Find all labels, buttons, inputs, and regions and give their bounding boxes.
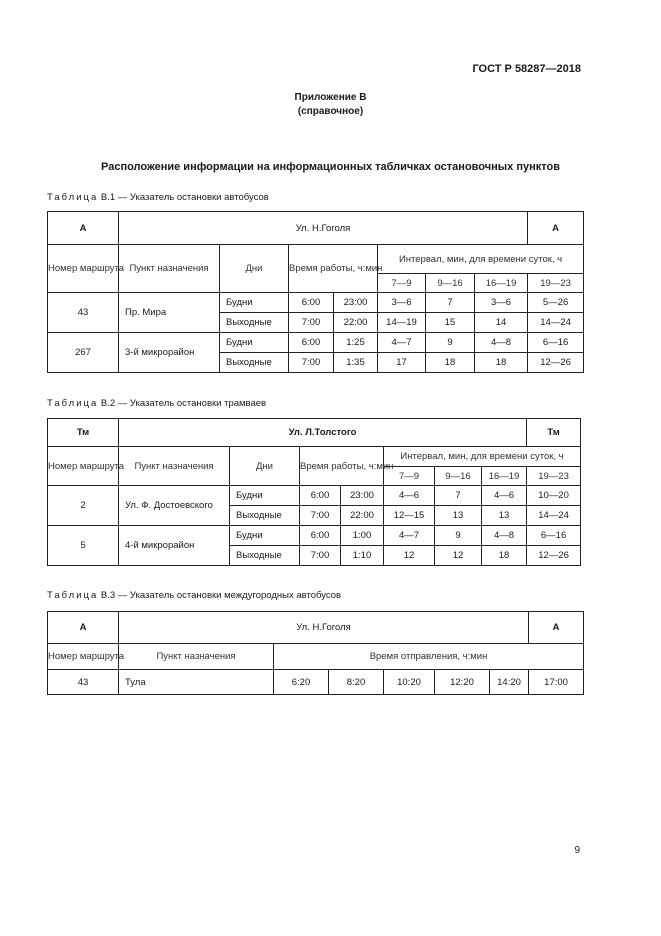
interval-value: 18 [482,546,527,566]
table2-header-work-time: Время работы, ч:мин [300,447,384,486]
interval-value: 13 [482,506,527,526]
end-time: 23:00 [334,293,378,313]
table2-header-destination: Пункт назначения [119,447,230,486]
interval-value: 6—16 [528,333,584,353]
days: Выходные [230,546,300,566]
table-row [48,333,584,353]
table2-caption-word: Таблица [47,398,99,409]
days: Выходные [230,506,300,526]
interval-value: 3—6 [378,293,426,313]
table1-period: 9—16 [426,274,475,293]
departure-time: 10:20 [384,670,435,695]
table1-header-destination: Пункт назначения [119,245,220,293]
table1-caption-text: В.1 — Указатель остановки автобусов [98,192,269,203]
interval-value: 17 [378,353,426,373]
interval-value: 12 [435,546,482,566]
route-number: 43 [48,670,119,695]
end-time: 22:00 [334,313,378,333]
table2-tram-stop-sign [47,418,581,566]
start-time: 7:00 [300,546,341,566]
interval-value: 4—8 [475,333,528,353]
table2-caption [47,398,266,409]
table2-sign-left: Тм [48,419,119,447]
interval-value: 13 [435,506,482,526]
page-number: 9 [574,845,580,856]
interval-value: 18 [426,353,475,373]
destination: Пр. Мира [119,293,220,333]
interval-value: 7 [435,486,482,506]
interval-value: 9 [435,526,482,546]
days: Будни [220,333,289,353]
table2-sign-right: Тм [527,419,581,447]
interval-value: 4—8 [482,526,527,546]
table2-header-interval: Интервал, мин, для времени суток, ч [384,447,581,467]
table2-period: 19—23 [527,467,581,486]
end-time: 1:10 [341,546,384,566]
section-heading: Расположение информации на информационных табличках остановочных пунктов [101,161,560,173]
start-time: 6:00 [289,333,334,353]
departure-time: 14:20 [490,670,529,695]
interval-value: 9 [426,333,475,353]
table1-header-route: Номер маршрута [48,245,119,293]
end-time: 1:35 [334,353,378,373]
table2-caption-text: В.2 — Указатель остановки трамваев [98,398,267,409]
days: Выходные [220,353,289,373]
table-row [48,293,584,313]
table1-sign-right: А [528,212,584,245]
table3-sign-right: А [529,612,584,644]
table3-sign-left: А [48,612,119,644]
table1-header-days: Дни [220,245,289,293]
end-time: 22:00 [341,506,384,526]
interval-value: 4—6 [384,486,435,506]
interval-value: 10—20 [527,486,581,506]
route-number: 5 [48,526,119,566]
start-time: 6:00 [300,486,341,506]
interval-value: 15 [426,313,475,333]
interval-value: 5—26 [528,293,584,313]
destination: Ул. Ф. Достоевского [119,486,230,526]
table-row [48,670,584,695]
interval-value: 18 [475,353,528,373]
table2-period: 9—16 [435,467,482,486]
table3-stop-name: Ул. Н.Гоголя [119,612,529,644]
route-number: 43 [48,293,119,333]
table3-header-route: Номер маршрута [48,644,119,670]
end-time: 23:00 [341,486,384,506]
table1-header-interval: Интервал, мин, для времени суток, ч [378,245,584,274]
interval-value: 12 [384,546,435,566]
interval-value: 4—7 [384,526,435,546]
table3-caption-text: В.3 — Указатель остановки междугородных автобусов [98,590,342,601]
end-time: 1:25 [334,333,378,353]
table1-caption [47,192,269,203]
start-time: 6:00 [289,293,334,313]
appendix-title: Приложение В [294,92,367,103]
interval-value: 14—24 [527,506,581,526]
departure-time: 6:20 [274,670,329,695]
table3-caption [47,590,341,601]
interval-value: 14—24 [528,313,584,333]
destination: Тула [119,670,274,695]
document-code: ГОСТ Р 58287—2018 [472,63,581,75]
destination: 4-й микрорайон [119,526,230,566]
table-row [48,486,581,506]
table2-period: 7—9 [384,467,435,486]
table1-caption-word: Таблица [47,192,99,203]
departure-time: 12:20 [435,670,490,695]
interval-value: 4—7 [378,333,426,353]
table2-header-days: Дни [230,447,300,486]
table2-period: 16—19 [482,467,527,486]
start-time: 7:00 [289,313,334,333]
interval-value: 7 [426,293,475,313]
table1-header-work-time: Время работы, ч:мин [289,245,378,293]
table1-sign-left: А [48,212,119,245]
table3-header-departure: Время отправления, ч:мин [274,644,584,670]
start-time: 7:00 [300,506,341,526]
days: Выходные [220,313,289,333]
end-time: 1:00 [341,526,384,546]
table1-period: 16—19 [475,274,528,293]
interval-value: 14—19 [378,313,426,333]
table-row [48,526,581,546]
departure-time: 8:20 [329,670,384,695]
start-time: 6:00 [300,526,341,546]
interval-value: 3—6 [475,293,528,313]
table3-caption-word: Таблица [47,590,99,601]
days: Будни [220,293,289,313]
table3-header-destination: Пункт назначения [119,644,274,670]
start-time: 7:00 [289,353,334,373]
days: Будни [230,486,300,506]
table2-header-route: Номер маршрута [48,447,119,486]
appendix-subtitle: (справочное) [297,106,364,117]
table3-intercity-bus-stop-sign [47,611,584,695]
table1-bus-stop-sign [47,211,584,373]
departure-time: 17:00 [529,670,584,695]
table2-stop-name: Ул. Л.Толстого [119,419,527,447]
table1-period: 19—23 [528,274,584,293]
interval-value: 6—16 [527,526,581,546]
table1-period: 7—9 [378,274,426,293]
interval-value: 12—26 [527,546,581,566]
route-number: 2 [48,486,119,526]
interval-value: 12—15 [384,506,435,526]
table1-stop-name: Ул. Н.Гоголя [119,212,528,245]
interval-value: 12—26 [528,353,584,373]
destination: 3-й микрорайон [119,333,220,373]
interval-value: 4—6 [482,486,527,506]
route-number: 267 [48,333,119,373]
days: Будни [230,526,300,546]
interval-value: 14 [475,313,528,333]
